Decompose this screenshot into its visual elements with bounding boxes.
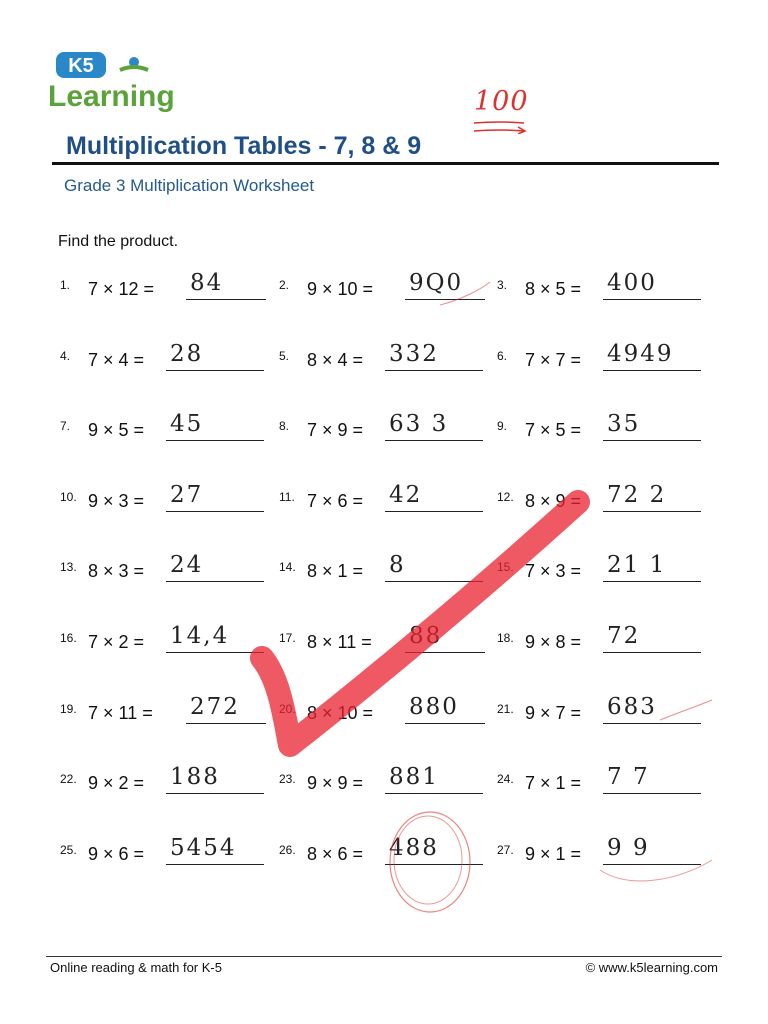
answer-field[interactable]: 24 [166, 552, 264, 582]
problem-expression: 9 × 7 = [525, 702, 582, 723]
problem-number: 26. [279, 842, 296, 857]
problem-item [279, 625, 489, 665]
problem-number: 13. [60, 560, 77, 575]
problem-item [60, 693, 270, 736]
answer-field[interactable]: 7 7 [603, 764, 701, 794]
answer-field[interactable]: 9 9 [603, 835, 701, 865]
problem-item [279, 413, 489, 453]
problem-number: 9. [497, 419, 508, 434]
problem-item [60, 834, 270, 877]
problem-number: 5. [279, 348, 290, 363]
problem-item [497, 766, 707, 806]
problem-item [279, 272, 489, 312]
problem-number: 18. [497, 631, 514, 645]
problem-expression: 8 × 11 = [307, 632, 372, 652]
problem-expression: 7 × 4 = [88, 349, 145, 370]
problem-item [60, 340, 270, 383]
footer-divider [46, 956, 722, 957]
problem-expression: 7 × 9 = [307, 420, 364, 441]
answer-field[interactable]: 88 [405, 623, 485, 653]
problem-item [497, 413, 707, 453]
problem-item [60, 272, 270, 312]
instruction-text: Find the product. [58, 233, 179, 250]
problem-item [279, 340, 489, 383]
problem-number: 25. [60, 842, 77, 857]
logo-top-text: K5 [68, 55, 94, 77]
problem-expression: 8 × 4 = [307, 349, 364, 370]
answer-field[interactable]: 28 [166, 341, 264, 371]
answer-field[interactable]: 84 [186, 270, 266, 300]
page-title: Multiplication Tables - 7, 8 & 9 [66, 132, 422, 160]
footer-copyright: © www.k5learning.com [585, 960, 718, 975]
problem-item [497, 272, 707, 312]
problem-expression: 9 × 6 = [88, 843, 145, 864]
logo-bottom-text: Learning [48, 80, 175, 112]
answer-field[interactable]: 5454 [166, 835, 264, 865]
answer-field[interactable]: 8 [385, 552, 483, 582]
problem-number: 12. [497, 489, 514, 504]
problem-item [60, 481, 270, 524]
problem-expression: 8 × 6 = [307, 843, 364, 864]
problem-expression: 9 × 2 = [88, 773, 145, 794]
problem-number: 2. [279, 278, 290, 292]
problem-expression: 7 × 1 = [525, 773, 582, 794]
answer-field[interactable]: 332 [385, 341, 483, 371]
problem-item [60, 625, 270, 665]
problem-expression: 8 × 5 = [525, 279, 582, 299]
answer-field[interactable]: 188 [166, 764, 264, 794]
problem-expression: 8 × 10 = [307, 702, 374, 723]
answer-field[interactable]: 881 [385, 764, 483, 794]
grade-score: 100 [474, 86, 529, 117]
k5-learning-logo [46, 50, 191, 112]
answer-field[interactable]: 4949 [603, 341, 701, 371]
answer-field[interactable]: 488 [385, 835, 483, 865]
answer-field[interactable]: 63 3 [385, 411, 483, 441]
answer-field[interactable]: 880 [405, 694, 485, 724]
answer-field[interactable]: 35 [603, 411, 701, 441]
problem-number: 3. [497, 278, 508, 292]
answer-field[interactable]: 400 [603, 270, 701, 300]
problem-number: 6. [497, 348, 508, 363]
problem-number: 17. [279, 631, 296, 645]
answer-field[interactable]: 72 2 [603, 482, 701, 512]
problem-expression: 9 × 1 = [525, 843, 582, 864]
answer-field[interactable]: 27 [166, 482, 264, 512]
problem-expression: 7 × 3 = [525, 561, 582, 582]
problem-expression: 7 × 2 = [88, 632, 145, 652]
problem-number: 22. [60, 772, 77, 787]
problem-number: 24. [497, 772, 514, 787]
problem-item [279, 766, 489, 806]
answer-field[interactable]: 45 [166, 411, 264, 441]
problem-expression: 9 × 5 = [88, 420, 145, 441]
problem-expression: 7 × 5 = [525, 420, 582, 441]
problem-item [60, 766, 270, 806]
answer-field[interactable]: 272 [186, 694, 266, 724]
problem-item [60, 554, 270, 594]
problem-number: 15. [497, 560, 514, 575]
problem-expression: 8 × 9 = [525, 490, 582, 511]
problem-number: 14. [279, 560, 296, 575]
problem-expression: 9 × 10 = [307, 279, 374, 299]
problem-expression: 9 × 3 = [88, 490, 145, 511]
problem-item [497, 625, 707, 665]
answer-field[interactable]: 72 [603, 623, 701, 653]
problem-item [497, 834, 707, 877]
problem-number: 23. [279, 772, 296, 787]
problem-item [497, 554, 707, 594]
problem-expression: 8 × 1 = [307, 561, 364, 582]
problem-item [279, 481, 489, 524]
problem-expression: 7 × 7 = [525, 349, 582, 370]
problem-item [497, 693, 707, 736]
problem-number: 21. [497, 701, 514, 716]
footer-tagline: Online reading & math for K-5 [50, 960, 222, 975]
problem-number: 7. [60, 419, 71, 434]
problem-number: 11. [279, 489, 295, 504]
answer-field[interactable]: 9Q0 [405, 270, 485, 300]
answer-field[interactable]: 683 [603, 694, 701, 724]
score-underline [472, 120, 532, 134]
problem-expression: 7 × 11 = [88, 702, 153, 723]
answer-field[interactable]: 42 [385, 482, 483, 512]
problem-item [279, 834, 489, 877]
problem-number: 16. [60, 631, 77, 645]
problem-expression: 7 × 12 = [88, 279, 155, 299]
problem-item [279, 554, 489, 594]
problem-number: 19. [60, 701, 77, 716]
problem-number: 27. [497, 842, 514, 857]
problem-number: 8. [279, 419, 290, 434]
problem-expression: 8 × 3 = [88, 561, 145, 582]
answer-field[interactable]: 14,4 [166, 623, 264, 653]
problem-item [497, 481, 707, 524]
problem-item [497, 340, 707, 383]
page-subtitle: Grade 3 Multiplication Worksheet [64, 176, 315, 195]
problem-number: 1. [60, 278, 71, 292]
answer-field[interactable]: 21 1 [603, 552, 701, 582]
title-divider [52, 162, 719, 165]
problem-item [60, 413, 270, 453]
problem-number: 4. [60, 348, 71, 363]
problem-expression: 7 × 6 = [307, 490, 364, 511]
problem-number: 10. [60, 489, 77, 504]
problem-expression: 9 × 8 = [525, 632, 582, 652]
problem-item [279, 693, 489, 736]
problem-number: 20. [279, 701, 296, 716]
problem-expression: 9 × 9 = [307, 773, 364, 794]
